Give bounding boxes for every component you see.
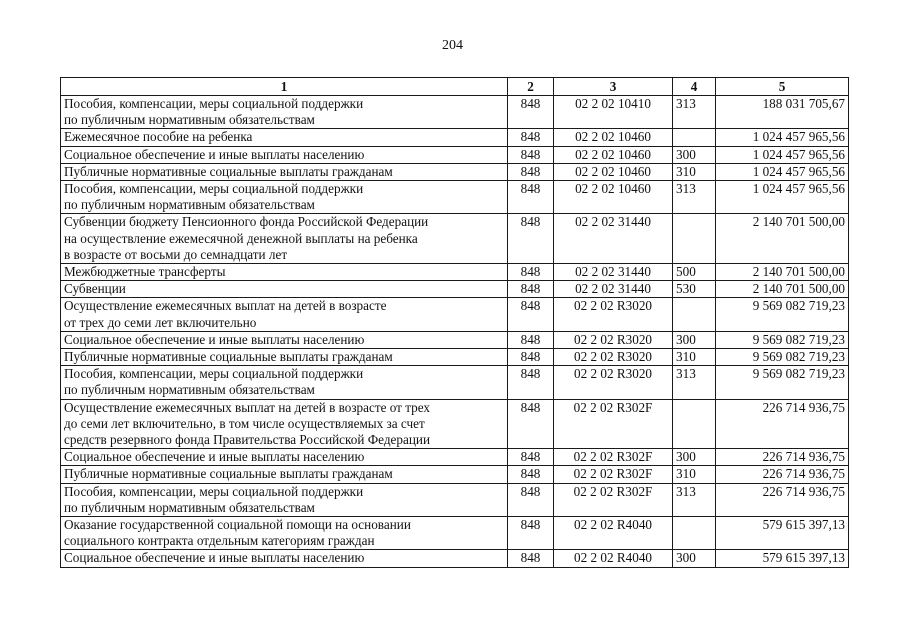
row-amount: 9 569 082 719,23 [716, 331, 849, 348]
table-row [61, 214, 849, 264]
row-code: 848 [508, 281, 554, 298]
row-target-article: 02 2 02 R302F [554, 449, 673, 466]
row-code: 848 [508, 349, 554, 366]
row-code: 848 [508, 517, 554, 550]
table-row [61, 298, 849, 331]
row-code: 848 [508, 550, 554, 567]
row-code: 848 [508, 96, 554, 129]
table-row [61, 517, 849, 550]
row-amount: 9 569 082 719,23 [716, 298, 849, 331]
table-body [61, 96, 849, 568]
row-amount: 2 140 701 500,00 [716, 214, 849, 264]
row-amount: 226 714 936,75 [716, 399, 849, 449]
row-code: 848 [508, 466, 554, 483]
row-target-article: 02 2 02 10460 [554, 181, 673, 214]
row-code: 848 [508, 483, 554, 516]
header-col-5: 5 [716, 78, 849, 96]
row-name: Пособия, компенсации, меры социальной поддержки по публичным нормативным обязательствам [61, 483, 508, 516]
row-expense-type: 313 [673, 181, 716, 214]
row-amount: 9 569 082 719,23 [716, 349, 849, 366]
row-expense-type [673, 517, 716, 550]
row-name: Субвенции бюджету Пенсионного фонда Российской Федерации на осуществление ежемесячной денежной выплаты на ребенка в возрасте от восьми до семнадцати лет [61, 214, 508, 264]
table-row [61, 96, 849, 129]
row-amount: 226 714 936,75 [716, 483, 849, 516]
row-code: 848 [508, 298, 554, 331]
row-name: Пособия, компенсации, меры социальной поддержки по публичным нормативным обязательствам [61, 181, 508, 214]
row-expense-type: 300 [673, 449, 716, 466]
row-name: Ежемесячное пособие на ребенка [61, 129, 508, 146]
row-target-article: 02 2 02 R302F [554, 466, 673, 483]
row-name: Межбюджетные трансферты [61, 264, 508, 281]
row-target-article: 02 2 02 31440 [554, 214, 673, 264]
table-row [61, 449, 849, 466]
row-amount: 9 569 082 719,23 [716, 366, 849, 399]
table-row [61, 366, 849, 399]
row-code: 848 [508, 399, 554, 449]
row-expense-type: 300 [673, 550, 716, 567]
row-expense-type [673, 129, 716, 146]
row-name: Социальное обеспечение и иные выплаты населению [61, 449, 508, 466]
row-name: Субвенции [61, 281, 508, 298]
row-name: Социальное обеспечение и иные выплаты населению [61, 146, 508, 163]
row-expense-type: 310 [673, 466, 716, 483]
header-col-2: 2 [508, 78, 554, 96]
row-code: 848 [508, 449, 554, 466]
row-name: Публичные нормативные социальные выплаты гражданам [61, 466, 508, 483]
row-amount: 1 024 457 965,56 [716, 163, 849, 180]
row-name: Осуществление ежемесячных выплат на детей в возрасте от трех до семи лет включительно, в том числе осуществляемых за счет средств резервного фонда Правительства Российской Федерации [61, 399, 508, 449]
row-expense-type: 530 [673, 281, 716, 298]
table-header-row [61, 78, 849, 96]
row-amount: 2 140 701 500,00 [716, 281, 849, 298]
row-target-article: 02 2 02 10460 [554, 163, 673, 180]
header-col-4: 4 [673, 78, 716, 96]
row-expense-type: 310 [673, 163, 716, 180]
table-row [61, 550, 849, 567]
row-target-article: 02 2 02 R302F [554, 483, 673, 516]
table-row [61, 349, 849, 366]
row-target-article: 02 2 02 10460 [554, 146, 673, 163]
row-target-article: 02 2 02 R4040 [554, 550, 673, 567]
table-row [61, 399, 849, 449]
row-name: Социальное обеспечение и иные выплаты населению [61, 550, 508, 567]
row-code: 848 [508, 163, 554, 180]
header-col-1: 1 [61, 78, 508, 96]
row-target-article: 02 2 02 R3020 [554, 349, 673, 366]
row-target-article: 02 2 02 R3020 [554, 298, 673, 331]
table-row [61, 483, 849, 516]
row-amount: 226 714 936,75 [716, 466, 849, 483]
row-target-article: 02 2 02 R3020 [554, 331, 673, 348]
row-target-article: 02 2 02 R3020 [554, 366, 673, 399]
row-target-article: 02 2 02 R4040 [554, 517, 673, 550]
row-name: Публичные нормативные социальные выплаты гражданам [61, 349, 508, 366]
row-expense-type: 313 [673, 366, 716, 399]
row-expense-type: 300 [673, 331, 716, 348]
row-name: Пособия, компенсации, меры социальной поддержки по публичным нормативным обязательствам [61, 366, 508, 399]
row-code: 848 [508, 331, 554, 348]
table-row [61, 466, 849, 483]
table-row [61, 331, 849, 348]
row-code: 848 [508, 264, 554, 281]
row-expense-type: 500 [673, 264, 716, 281]
row-code: 848 [508, 146, 554, 163]
row-amount: 226 714 936,75 [716, 449, 849, 466]
row-target-article: 02 2 02 R302F [554, 399, 673, 449]
row-expense-type: 300 [673, 146, 716, 163]
row-amount: 188 031 705,67 [716, 96, 849, 129]
table-row [61, 129, 849, 146]
budget-table [60, 77, 849, 568]
table-row [61, 146, 849, 163]
row-expense-type: 310 [673, 349, 716, 366]
row-target-article: 02 2 02 31440 [554, 281, 673, 298]
table-row [61, 181, 849, 214]
header-col-3: 3 [554, 78, 673, 96]
row-name: Оказание государственной социальной помощи на основании социального контракта отдельным категориям граждан [61, 517, 508, 550]
row-amount: 1 024 457 965,56 [716, 146, 849, 163]
row-code: 848 [508, 214, 554, 264]
row-name: Пособия, компенсации, меры социальной поддержки по публичным нормативным обязательствам [61, 96, 508, 129]
page-number: 204 [442, 38, 463, 53]
row-name: Публичные нормативные социальные выплаты гражданам [61, 163, 508, 180]
row-name: Социальное обеспечение и иные выплаты населению [61, 331, 508, 348]
row-expense-type: 313 [673, 483, 716, 516]
row-target-article: 02 2 02 31440 [554, 264, 673, 281]
row-expense-type: 313 [673, 96, 716, 129]
row-amount: 579 615 397,13 [716, 550, 849, 567]
table-row [61, 281, 849, 298]
table-row [61, 163, 849, 180]
row-code: 848 [508, 181, 554, 214]
row-amount: 2 140 701 500,00 [716, 264, 849, 281]
row-expense-type [673, 298, 716, 331]
row-code: 848 [508, 129, 554, 146]
row-amount: 579 615 397,13 [716, 517, 849, 550]
row-expense-type [673, 214, 716, 264]
row-code: 848 [508, 366, 554, 399]
row-target-article: 02 2 02 10460 [554, 129, 673, 146]
table-row [61, 264, 849, 281]
row-name: Осуществление ежемесячных выплат на детей в возрасте от трех до семи лет включительно [61, 298, 508, 331]
row-target-article: 02 2 02 10410 [554, 96, 673, 129]
row-amount: 1 024 457 965,56 [716, 181, 849, 214]
row-expense-type [673, 399, 716, 449]
row-amount: 1 024 457 965,56 [716, 129, 849, 146]
